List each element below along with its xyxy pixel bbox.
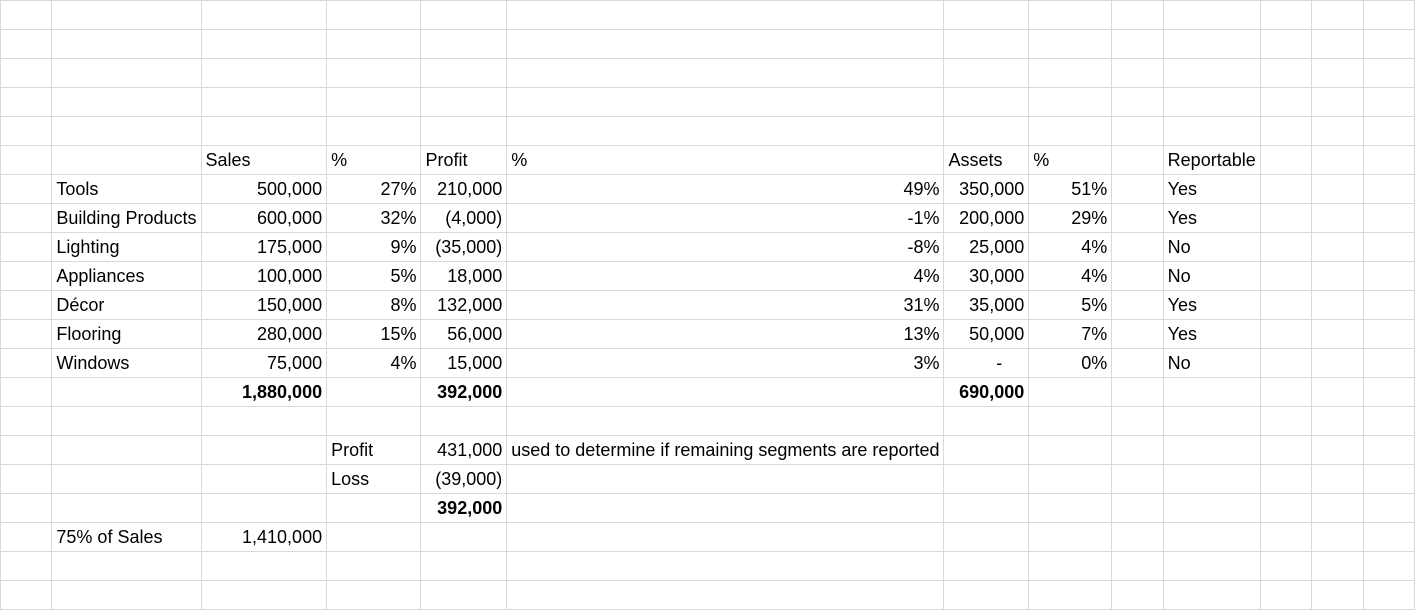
profit-label[interactable]: Profit bbox=[327, 436, 421, 465]
header-profit-pct[interactable]: % bbox=[507, 146, 944, 175]
segment-assets[interactable]: - bbox=[944, 349, 1029, 378]
segment-sales[interactable]: 175,000 bbox=[201, 233, 327, 262]
empty-cell[interactable] bbox=[421, 30, 507, 59]
segment-assets-pct[interactable]: 29% bbox=[1029, 204, 1112, 233]
empty-cell[interactable] bbox=[944, 465, 1029, 494]
empty-cell[interactable] bbox=[1, 146, 52, 175]
empty-cell[interactable] bbox=[1363, 1, 1414, 30]
empty-cell[interactable] bbox=[1112, 291, 1163, 320]
segment-sales[interactable]: 75,000 bbox=[201, 349, 327, 378]
empty-cell[interactable] bbox=[1312, 30, 1363, 59]
empty-cell[interactable] bbox=[1112, 378, 1163, 407]
empty-cell[interactable] bbox=[1112, 436, 1163, 465]
threshold-label[interactable]: 75% of Sales bbox=[52, 523, 201, 552]
empty-cell[interactable] bbox=[327, 378, 421, 407]
empty-cell[interactable] bbox=[944, 494, 1029, 523]
grid-row bbox=[1, 30, 1415, 59]
empty-cell[interactable] bbox=[1112, 320, 1163, 349]
empty-cell[interactable] bbox=[1363, 581, 1414, 610]
segment-reportable[interactable]: No bbox=[1163, 349, 1260, 378]
total-profit[interactable]: 392,000 bbox=[421, 378, 507, 407]
empty-cell[interactable] bbox=[327, 1, 421, 30]
empty-cell[interactable] bbox=[1312, 1, 1363, 30]
empty-cell[interactable] bbox=[1163, 59, 1260, 88]
totals-row bbox=[1, 378, 1415, 407]
total-assets[interactable]: 690,000 bbox=[944, 378, 1029, 407]
empty-cell[interactable] bbox=[1112, 146, 1163, 175]
empty-cell[interactable] bbox=[1, 581, 52, 610]
empty-cell[interactable] bbox=[1029, 523, 1112, 552]
empty-cell[interactable] bbox=[1163, 378, 1260, 407]
empty-cell[interactable] bbox=[1260, 262, 1311, 291]
segment-reportable[interactable]: Yes bbox=[1163, 175, 1260, 204]
empty-cell[interactable] bbox=[1, 291, 52, 320]
segment-reportable[interactable]: Yes bbox=[1163, 320, 1260, 349]
empty-cell[interactable] bbox=[1163, 436, 1260, 465]
empty-cell[interactable] bbox=[1163, 30, 1260, 59]
empty-cell[interactable] bbox=[1112, 494, 1163, 523]
empty-cell[interactable] bbox=[201, 552, 327, 581]
empty-cell[interactable] bbox=[1029, 88, 1112, 117]
segment-sales-pct[interactable]: 27% bbox=[327, 175, 421, 204]
empty-cell[interactable] bbox=[201, 59, 327, 88]
empty-cell[interactable] bbox=[1312, 494, 1363, 523]
empty-cell[interactable] bbox=[1, 88, 52, 117]
empty-cell[interactable] bbox=[1260, 581, 1311, 610]
empty-cell[interactable] bbox=[1163, 1, 1260, 30]
empty-cell[interactable] bbox=[507, 407, 944, 436]
segment-assets[interactable]: 50,000 bbox=[944, 320, 1029, 349]
empty-cell[interactable] bbox=[1, 407, 52, 436]
empty-cell[interactable] bbox=[1029, 378, 1112, 407]
loss-row bbox=[1, 465, 1415, 494]
empty-cell[interactable] bbox=[1, 378, 52, 407]
empty-cell[interactable] bbox=[1260, 494, 1311, 523]
segment-assets-pct[interactable]: 4% bbox=[1029, 262, 1112, 291]
net-row bbox=[1, 494, 1415, 523]
empty-cell[interactable] bbox=[944, 436, 1029, 465]
segment-assets-pct[interactable]: 7% bbox=[1029, 320, 1112, 349]
empty-cell[interactable] bbox=[1112, 523, 1163, 552]
empty-cell[interactable] bbox=[327, 407, 421, 436]
empty-cell[interactable] bbox=[421, 117, 507, 146]
grid-row bbox=[1, 581, 1415, 610]
empty-cell[interactable] bbox=[1, 523, 52, 552]
segment-profit-pct[interactable]: 31% bbox=[507, 291, 944, 320]
segment-profit-pct[interactable]: 3% bbox=[507, 349, 944, 378]
segment-reportable[interactable]: No bbox=[1163, 262, 1260, 291]
empty-cell[interactable] bbox=[327, 494, 421, 523]
empty-cell[interactable] bbox=[201, 407, 327, 436]
empty-cell[interactable] bbox=[421, 523, 507, 552]
empty-cell[interactable] bbox=[1029, 465, 1112, 494]
empty-cell[interactable] bbox=[944, 30, 1029, 59]
empty-cell[interactable] bbox=[1029, 436, 1112, 465]
empty-cell[interactable] bbox=[507, 59, 944, 88]
empty-cell[interactable] bbox=[1312, 291, 1363, 320]
empty-cell[interactable] bbox=[1363, 494, 1414, 523]
empty-cell[interactable] bbox=[1163, 407, 1260, 436]
empty-cell[interactable] bbox=[1312, 552, 1363, 581]
empty-cell[interactable] bbox=[1, 494, 52, 523]
empty-cell[interactable] bbox=[944, 59, 1029, 88]
grid-row bbox=[1, 552, 1415, 581]
empty-cell[interactable] bbox=[1, 262, 52, 291]
empty-cell[interactable] bbox=[1363, 349, 1414, 378]
empty-cell[interactable] bbox=[1363, 117, 1414, 146]
empty-cell[interactable] bbox=[1312, 175, 1363, 204]
empty-cell[interactable] bbox=[421, 407, 507, 436]
empty-cell[interactable] bbox=[1260, 291, 1311, 320]
empty-cell[interactable] bbox=[201, 30, 327, 59]
net-profit-value[interactable]: 392,000 bbox=[421, 494, 507, 523]
threshold-row bbox=[1, 523, 1415, 552]
segment-row bbox=[1, 291, 1415, 320]
empty-cell[interactable] bbox=[327, 30, 421, 59]
empty-cell[interactable] bbox=[1260, 523, 1311, 552]
empty-cell[interactable] bbox=[1363, 552, 1414, 581]
empty-cell[interactable] bbox=[1112, 465, 1163, 494]
empty-cell[interactable] bbox=[944, 581, 1029, 610]
segment-profit-pct[interactable]: -8% bbox=[507, 233, 944, 262]
empty-cell[interactable] bbox=[1, 117, 52, 146]
segment-sales-pct[interactable]: 15% bbox=[327, 320, 421, 349]
profit-breakdown-row bbox=[1, 436, 1415, 465]
empty-cell[interactable] bbox=[52, 117, 201, 146]
empty-cell[interactable] bbox=[201, 494, 327, 523]
empty-cell[interactable] bbox=[1029, 407, 1112, 436]
segment-assets[interactable]: 30,000 bbox=[944, 262, 1029, 291]
empty-cell[interactable] bbox=[1260, 552, 1311, 581]
empty-cell[interactable] bbox=[1312, 436, 1363, 465]
empty-cell[interactable] bbox=[1112, 1, 1163, 30]
empty-cell[interactable] bbox=[1163, 581, 1260, 610]
empty-cell[interactable] bbox=[1163, 117, 1260, 146]
empty-cell[interactable] bbox=[52, 407, 201, 436]
segment-name[interactable]: Windows bbox=[52, 349, 201, 378]
empty-cell[interactable] bbox=[1260, 88, 1311, 117]
empty-cell[interactable] bbox=[1112, 88, 1163, 117]
empty-cell[interactable] bbox=[52, 146, 201, 175]
empty-cell[interactable] bbox=[1363, 436, 1414, 465]
empty-cell[interactable] bbox=[327, 552, 421, 581]
empty-cell[interactable] bbox=[1312, 523, 1363, 552]
empty-cell[interactable] bbox=[1363, 233, 1414, 262]
segment-profit[interactable]: 18,000 bbox=[421, 262, 507, 291]
empty-cell[interactable] bbox=[1112, 407, 1163, 436]
empty-cell[interactable] bbox=[1260, 378, 1311, 407]
segment-name[interactable]: Tools bbox=[52, 175, 201, 204]
segment-sales[interactable]: 500,000 bbox=[201, 175, 327, 204]
threshold-value[interactable]: 1,410,000 bbox=[201, 523, 327, 552]
segment-profit-pct[interactable]: 4% bbox=[507, 262, 944, 291]
segment-name[interactable]: Appliances bbox=[52, 262, 201, 291]
segment-profit[interactable]: 210,000 bbox=[421, 175, 507, 204]
segment-name[interactable]: Flooring bbox=[52, 320, 201, 349]
empty-cell[interactable] bbox=[1163, 465, 1260, 494]
empty-cell[interactable] bbox=[1260, 407, 1311, 436]
empty-cell[interactable] bbox=[1363, 378, 1414, 407]
empty-cell[interactable] bbox=[1363, 204, 1414, 233]
segment-assets-pct[interactable]: 0% bbox=[1029, 349, 1112, 378]
empty-cell[interactable] bbox=[1363, 523, 1414, 552]
empty-cell[interactable] bbox=[1029, 581, 1112, 610]
header-assets[interactable]: Assets bbox=[944, 146, 1029, 175]
empty-cell[interactable] bbox=[1, 320, 52, 349]
empty-cell[interactable] bbox=[201, 88, 327, 117]
empty-cell[interactable] bbox=[201, 117, 327, 146]
empty-cell[interactable] bbox=[1029, 552, 1112, 581]
loss-value[interactable]: (39,000) bbox=[421, 465, 507, 494]
empty-cell[interactable] bbox=[507, 494, 944, 523]
segment-sales-pct[interactable]: 8% bbox=[327, 291, 421, 320]
empty-cell[interactable] bbox=[1260, 320, 1311, 349]
empty-cell[interactable] bbox=[1, 204, 52, 233]
empty-cell[interactable] bbox=[1260, 117, 1311, 146]
empty-cell[interactable] bbox=[1260, 175, 1311, 204]
segment-assets-pct[interactable]: 51% bbox=[1029, 175, 1112, 204]
empty-cell[interactable] bbox=[507, 1, 944, 30]
segment-name[interactable]: Décor bbox=[52, 291, 201, 320]
empty-cell[interactable] bbox=[421, 552, 507, 581]
segment-name[interactable]: Lighting bbox=[52, 233, 201, 262]
segment-reportable[interactable]: Yes bbox=[1163, 204, 1260, 233]
header-sales-pct[interactable]: % bbox=[327, 146, 421, 175]
grid-row bbox=[1, 59, 1415, 88]
empty-cell[interactable] bbox=[1363, 320, 1414, 349]
empty-cell[interactable] bbox=[52, 436, 201, 465]
empty-cell[interactable] bbox=[1312, 146, 1363, 175]
empty-cell[interactable] bbox=[1363, 59, 1414, 88]
empty-cell[interactable] bbox=[1260, 146, 1311, 175]
empty-cell[interactable] bbox=[1, 59, 52, 88]
empty-cell[interactable] bbox=[1, 465, 52, 494]
empty-cell[interactable] bbox=[1029, 59, 1112, 88]
empty-cell[interactable] bbox=[1363, 465, 1414, 494]
segment-reportable[interactable]: No bbox=[1163, 233, 1260, 262]
empty-cell[interactable] bbox=[1363, 146, 1414, 175]
segment-row bbox=[1, 233, 1415, 262]
header-reportable[interactable]: Reportable bbox=[1163, 146, 1260, 175]
grid-row bbox=[1, 407, 1415, 436]
empty-cell[interactable] bbox=[507, 88, 944, 117]
empty-cell[interactable] bbox=[944, 407, 1029, 436]
empty-cell[interactable] bbox=[1312, 262, 1363, 291]
empty-cell[interactable] bbox=[52, 552, 201, 581]
segment-assets[interactable]: 350,000 bbox=[944, 175, 1029, 204]
segment-profit-pct[interactable]: -1% bbox=[507, 204, 944, 233]
empty-cell[interactable] bbox=[1363, 30, 1414, 59]
empty-cell[interactable] bbox=[1312, 407, 1363, 436]
segment-assets-pct[interactable]: 5% bbox=[1029, 291, 1112, 320]
empty-cell[interactable] bbox=[1, 233, 52, 262]
segment-profit[interactable]: (4,000) bbox=[421, 204, 507, 233]
empty-cell[interactable] bbox=[1260, 204, 1311, 233]
header-profit[interactable]: Profit bbox=[421, 146, 507, 175]
empty-cell[interactable] bbox=[52, 494, 201, 523]
empty-cell[interactable] bbox=[507, 523, 944, 552]
profit-note[interactable]: used to determine if remaining segments are reported bbox=[507, 436, 944, 465]
empty-cell[interactable] bbox=[1, 349, 52, 378]
empty-cell[interactable] bbox=[327, 59, 421, 88]
empty-cell[interactable] bbox=[1, 552, 52, 581]
empty-cell[interactable] bbox=[52, 88, 201, 117]
segment-profit[interactable]: 56,000 bbox=[421, 320, 507, 349]
segment-row bbox=[1, 262, 1415, 291]
empty-cell[interactable] bbox=[1260, 1, 1311, 30]
empty-cell[interactable] bbox=[1260, 233, 1311, 262]
segment-sales[interactable]: 150,000 bbox=[201, 291, 327, 320]
empty-cell[interactable] bbox=[1363, 175, 1414, 204]
empty-cell[interactable] bbox=[421, 1, 507, 30]
empty-cell[interactable] bbox=[52, 465, 201, 494]
empty-cell[interactable] bbox=[507, 30, 944, 59]
empty-cell[interactable] bbox=[52, 59, 201, 88]
header-sales[interactable]: Sales bbox=[201, 146, 327, 175]
empty-cell[interactable] bbox=[327, 581, 421, 610]
empty-cell[interactable] bbox=[1112, 30, 1163, 59]
empty-cell[interactable] bbox=[1260, 30, 1311, 59]
empty-cell[interactable] bbox=[507, 117, 944, 146]
empty-cell[interactable] bbox=[1363, 262, 1414, 291]
empty-cell[interactable] bbox=[52, 1, 201, 30]
segment-sales-pct[interactable]: 32% bbox=[327, 204, 421, 233]
empty-cell[interactable] bbox=[1312, 320, 1363, 349]
empty-cell[interactable] bbox=[1363, 407, 1414, 436]
empty-cell[interactable] bbox=[944, 117, 1029, 146]
empty-cell[interactable] bbox=[1260, 59, 1311, 88]
segment-sales[interactable]: 600,000 bbox=[201, 204, 327, 233]
empty-cell[interactable] bbox=[1112, 59, 1163, 88]
empty-cell[interactable] bbox=[1, 175, 52, 204]
segment-name[interactable]: Building Products bbox=[52, 204, 201, 233]
segment-sales-pct[interactable]: 4% bbox=[327, 349, 421, 378]
empty-cell[interactable] bbox=[1312, 465, 1363, 494]
segment-profit[interactable]: (35,000) bbox=[421, 233, 507, 262]
empty-cell[interactable] bbox=[1029, 117, 1112, 146]
empty-cell[interactable] bbox=[1312, 233, 1363, 262]
segment-assets[interactable]: 35,000 bbox=[944, 291, 1029, 320]
header-assets-pct[interactable]: % bbox=[1029, 146, 1112, 175]
empty-cell[interactable] bbox=[1363, 291, 1414, 320]
empty-cell[interactable] bbox=[1112, 581, 1163, 610]
segment-row bbox=[1, 320, 1415, 349]
segment-sales-pct[interactable]: 9% bbox=[327, 233, 421, 262]
segment-assets[interactable]: 200,000 bbox=[944, 204, 1029, 233]
empty-cell[interactable] bbox=[421, 581, 507, 610]
empty-cell[interactable] bbox=[1, 1, 52, 30]
empty-cell[interactable] bbox=[421, 88, 507, 117]
empty-cell[interactable] bbox=[201, 581, 327, 610]
empty-cell[interactable] bbox=[1163, 88, 1260, 117]
empty-cell[interactable] bbox=[1163, 523, 1260, 552]
empty-cell[interactable] bbox=[201, 1, 327, 30]
total-sales[interactable]: 1,880,000 bbox=[201, 378, 327, 407]
empty-cell[interactable] bbox=[327, 88, 421, 117]
empty-cell[interactable] bbox=[1312, 59, 1363, 88]
segment-sales[interactable]: 280,000 bbox=[201, 320, 327, 349]
empty-cell[interactable] bbox=[1312, 88, 1363, 117]
segment-profit[interactable]: 132,000 bbox=[421, 291, 507, 320]
empty-cell[interactable] bbox=[1112, 204, 1163, 233]
empty-cell[interactable] bbox=[507, 378, 944, 407]
empty-cell[interactable] bbox=[1312, 349, 1363, 378]
empty-cell[interactable] bbox=[421, 59, 507, 88]
segment-assets[interactable]: 25,000 bbox=[944, 233, 1029, 262]
empty-cell[interactable] bbox=[1312, 378, 1363, 407]
empty-cell[interactable] bbox=[1, 436, 52, 465]
empty-cell[interactable] bbox=[507, 465, 944, 494]
header-row bbox=[1, 146, 1415, 175]
empty-cell[interactable] bbox=[944, 88, 1029, 117]
empty-cell[interactable] bbox=[1112, 233, 1163, 262]
empty-cell[interactable] bbox=[1260, 436, 1311, 465]
grid-row bbox=[1, 1, 1415, 30]
empty-cell[interactable] bbox=[327, 523, 421, 552]
profit-value[interactable]: 431,000 bbox=[421, 436, 507, 465]
loss-label[interactable]: Loss bbox=[327, 465, 421, 494]
segment-profit[interactable]: 15,000 bbox=[421, 349, 507, 378]
empty-cell[interactable] bbox=[944, 1, 1029, 30]
empty-cell[interactable] bbox=[1363, 88, 1414, 117]
empty-cell[interactable] bbox=[1, 30, 52, 59]
empty-cell[interactable] bbox=[1029, 494, 1112, 523]
empty-cell[interactable] bbox=[1112, 175, 1163, 204]
empty-cell[interactable] bbox=[1112, 117, 1163, 146]
segment-assets-pct[interactable]: 4% bbox=[1029, 233, 1112, 262]
segment-profit-pct[interactable]: 13% bbox=[507, 320, 944, 349]
grid-row bbox=[1, 88, 1415, 117]
empty-cell[interactable] bbox=[1260, 465, 1311, 494]
segment-profit-pct[interactable]: 49% bbox=[507, 175, 944, 204]
empty-cell[interactable] bbox=[1112, 262, 1163, 291]
empty-cell[interactable] bbox=[1029, 1, 1112, 30]
segment-row bbox=[1, 349, 1415, 378]
empty-cell[interactable] bbox=[201, 436, 327, 465]
segment-row bbox=[1, 175, 1415, 204]
empty-cell[interactable] bbox=[507, 581, 944, 610]
empty-cell[interactable] bbox=[944, 523, 1029, 552]
empty-cell[interactable] bbox=[52, 30, 201, 59]
empty-cell[interactable] bbox=[1260, 349, 1311, 378]
empty-cell[interactable] bbox=[201, 465, 327, 494]
empty-cell[interactable] bbox=[1312, 204, 1363, 233]
empty-cell[interactable] bbox=[1312, 117, 1363, 146]
empty-cell[interactable] bbox=[944, 552, 1029, 581]
segment-reportable[interactable]: Yes bbox=[1163, 291, 1260, 320]
empty-cell[interactable] bbox=[52, 581, 201, 610]
empty-cell[interactable] bbox=[52, 378, 201, 407]
segment-sales-pct[interactable]: 5% bbox=[327, 262, 421, 291]
empty-cell[interactable] bbox=[1163, 494, 1260, 523]
grid-row bbox=[1, 117, 1415, 146]
empty-cell[interactable] bbox=[1312, 581, 1363, 610]
empty-cell[interactable] bbox=[1112, 552, 1163, 581]
segment-row bbox=[1, 204, 1415, 233]
empty-cell[interactable] bbox=[1029, 30, 1112, 59]
empty-cell[interactable] bbox=[1112, 349, 1163, 378]
empty-cell[interactable] bbox=[1163, 552, 1260, 581]
empty-cell[interactable] bbox=[507, 552, 944, 581]
empty-cell[interactable] bbox=[327, 117, 421, 146]
segment-sales[interactable]: 100,000 bbox=[201, 262, 327, 291]
